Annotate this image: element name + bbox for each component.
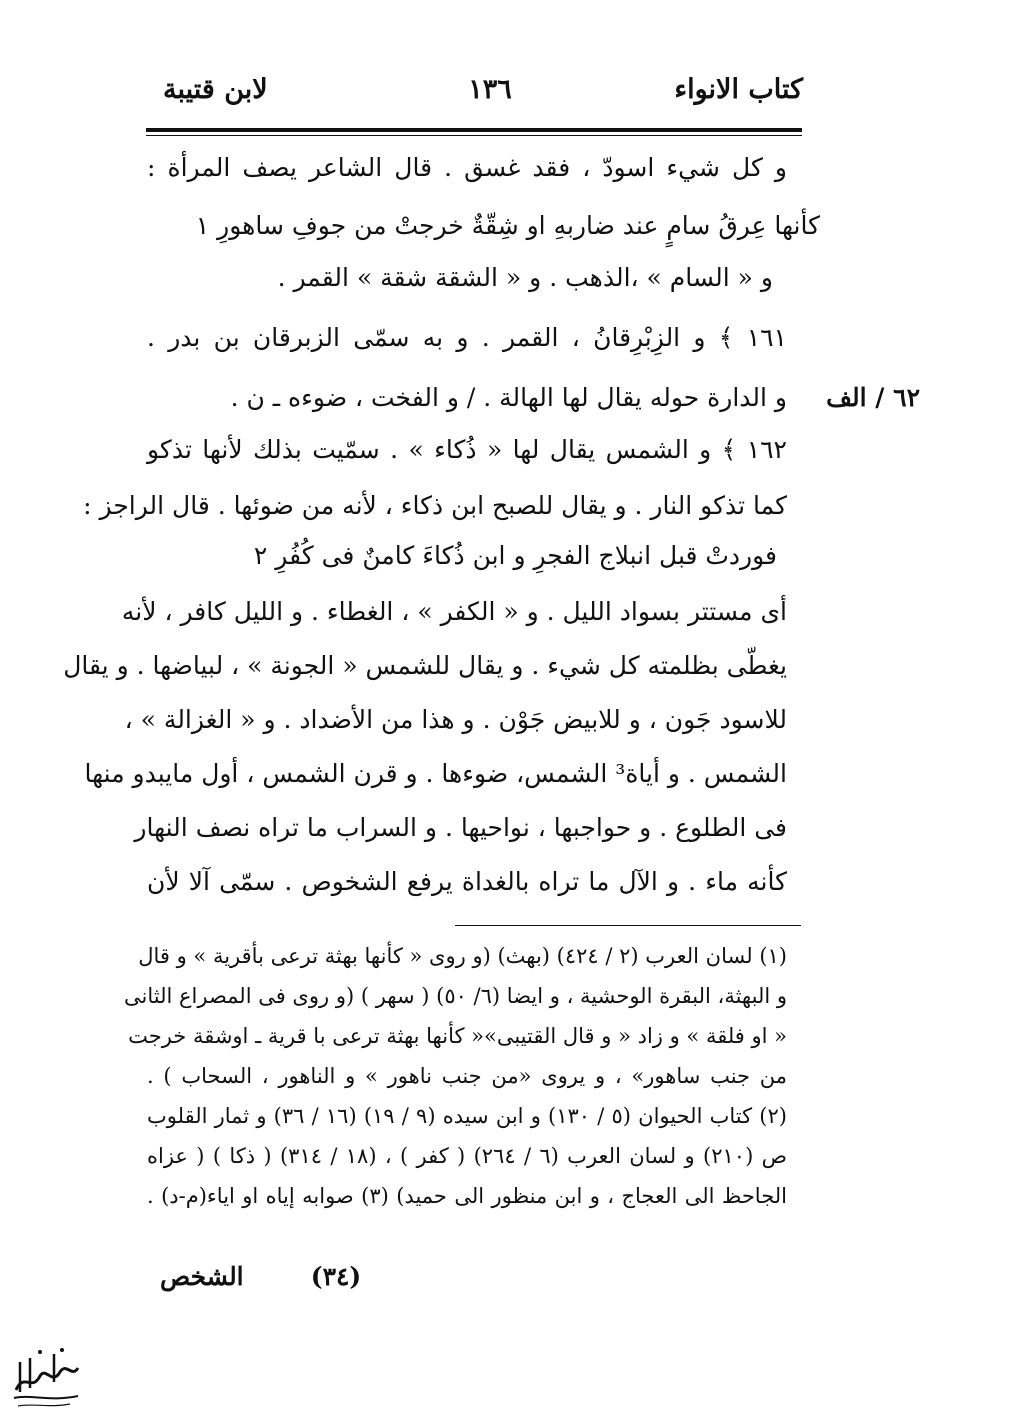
body-line-12: كأنه ماء . و الآل ما تراه بالغداة يرفع الشخوص . سمّى آلا لأن: [147, 867, 787, 896]
body-line-1: و كل شيء اسودّ ، فقد غسق . قال الشاعر يصف المرأة :: [147, 153, 787, 182]
footnote-line-6: ص (٢١٠) و لسان العرب (٦ / ٢٦٤) ( كفر ) ، (١٨ / ٣١٤) ( ذكا ) ( عزاه: [147, 1144, 787, 1168]
body-line-10: الشمس . و أياة³ الشمس، ضوءها . و قرن الشمس ، أول مايبدو منها: [84, 759, 787, 788]
body-line-6: كما تذكو النار . و يقال للصبح ابن ذكاء ، لأنه من ضوئها . قال الراجز :: [83, 491, 787, 520]
page-number: ١٣٦: [468, 74, 512, 105]
header-rule-thick: [146, 128, 802, 132]
catchword: الشخص: [160, 1262, 244, 1291]
footnote-line-1: (١) لسان العرب (٢ / ٤٢٤) (بهث) (و روى « كأنها بهثة ترعى بأقرية » و قال: [138, 944, 787, 968]
body-line-9: للاسود جَون ، و للابيض جَوْن . و هذا من الأضداد . و « الغزالة » ،: [124, 705, 787, 734]
verse-1: كأنها عِرقُ سامٍ عند ضاربهِ او شِقّةٌ خرجتْ من جوفِ ساهورِ ١: [195, 211, 820, 240]
footnote-line-4: من جنب ساهور» ، و يروى «من جنب ناهور » و الناهور ، السحاب ) .: [147, 1064, 787, 1088]
library-stamp-logo: [10, 1332, 82, 1410]
header-rule-thin: [146, 135, 802, 136]
footnote-line-3: « او فلقة » و زاد « و قال القتيبى»« كأنها بهثة ترعى با قرية ـ اوشقة خرجت: [128, 1024, 787, 1048]
body-line-3: ١٦١ ﴾ و الزِبْرِقانُ ، القمر . و به سمّى الزبرقان بن بدر .: [147, 323, 787, 352]
verse-2: فوردتْ قبل انبلاج الفجرِ و ابن ذُكاءَ كامنٌ فى كُفُرِ ٢: [253, 541, 777, 570]
book-author: لابن قتيبة: [163, 74, 268, 105]
signature-number: (٣٤): [310, 1262, 362, 1291]
body-line-2: و « السام » ،الذهب . و « الشقة شقة » القمر .: [277, 263, 773, 292]
body-line-8: يغطّى بظلمته كل شيء . و يقال للشمس « الجونة » ، لبياضها . و يقال: [63, 651, 787, 680]
footnote-line-7: الجاحظ الى العجاج ، و ابن منظور الى حميد) (٣) صوابه إياه او اياء(م-د) .: [147, 1184, 787, 1208]
book-title: كتاب الانواء: [674, 74, 803, 105]
body-line-4: و الدارة حوله يقال لها الهالة . / و الفخت ، ضوءه ـ ن .: [230, 383, 787, 412]
footnote-line-2: و البهثة، البقرة الوحشية ، و ايضا (٦/ ٥٠) ( سهر ) (و روى فى المصراع الثانى: [124, 984, 787, 1008]
margin-folio-note: ٦٢ / الف: [826, 383, 920, 412]
footnote-line-5: (٢) كتاب الحيوان (٥ / ١٣٠) و ابن سيده (٩ / ١٩) (١٦ / ٣٦) و ثمار القلوب: [147, 1104, 787, 1128]
body-line-11: فى الطلوع . و حواجبها ، نواحيها . و السراب ما تراه نصف النهار: [134, 813, 787, 842]
body-line-5: ١٦٢ ﴾ و الشمس يقال لها « ذُكاء » . سمّيت بذلك لأنها تذكو: [147, 435, 787, 464]
body-line-7: أى مستتر بسواد الليل . و « الكفر » ، الغطاء . و الليل كافر ، لأنه: [121, 597, 787, 626]
footnote-rule: [455, 925, 801, 926]
